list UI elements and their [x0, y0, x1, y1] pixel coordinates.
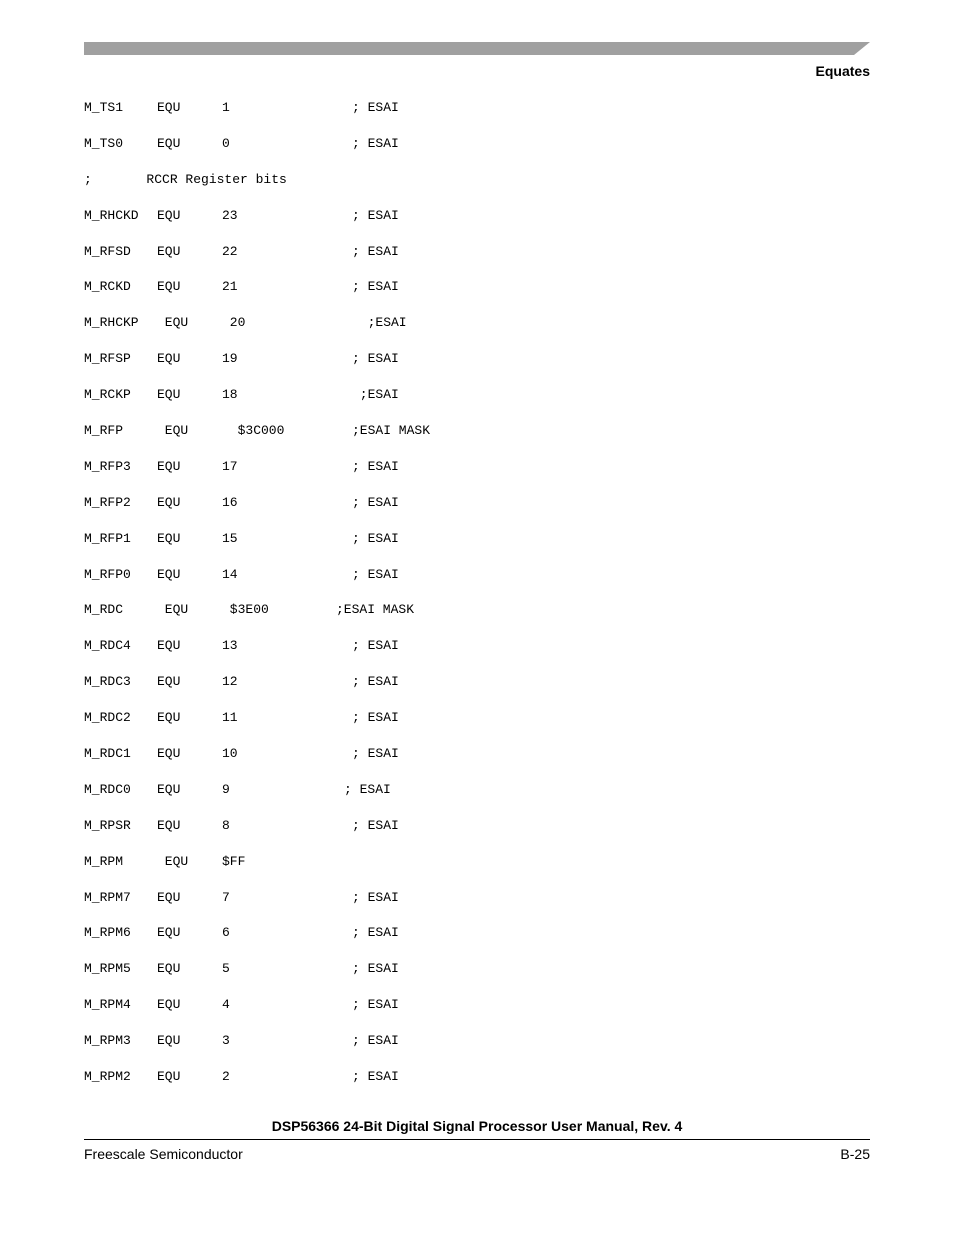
code-value: 0	[222, 135, 230, 151]
code-symbol-name: M_RDC	[84, 602, 124, 618]
code-value: 3	[222, 1033, 230, 1049]
code-directive: EQU	[157, 530, 181, 546]
code-symbol-name: M_RCKD	[84, 279, 131, 295]
code-directive: EQU	[157, 710, 181, 726]
code-line	[84, 817, 784, 853]
header-bar-shape	[84, 42, 870, 55]
code-line	[84, 781, 784, 817]
code-value: 14	[222, 566, 238, 582]
code-symbol-name: M_RPM	[84, 853, 124, 869]
footer-document-title: DSP56366 24-Bit Digital Signal Processor User Manual, Rev. 4	[271, 1118, 683, 1134]
code-directive: EQU	[157, 602, 189, 618]
code-value: $3C000	[222, 423, 285, 439]
code-directive: EQU	[157, 961, 181, 977]
footer-page-number: B-25	[840, 1146, 870, 1162]
code-directive: EQU	[157, 674, 181, 690]
code-comment: ;ESAI MASK	[336, 602, 415, 618]
code-directive: EQU	[157, 566, 181, 582]
code-symbol-name: M_RDC1	[84, 746, 131, 762]
code-value: 7	[222, 889, 230, 905]
code-line	[84, 386, 784, 422]
code-comment: ; ESAI	[352, 243, 399, 259]
code-symbol-name: M_RFP1	[84, 530, 131, 546]
code-value: 9	[222, 781, 230, 797]
code-value: 17	[222, 458, 238, 474]
footer-divider	[84, 1139, 870, 1140]
code-directive: EQU	[157, 853, 189, 869]
code-comment: ; ESAI	[352, 889, 399, 905]
code-value: 23	[222, 207, 238, 223]
code-directive: EQU	[157, 746, 181, 762]
code-comment: ; ESAI	[352, 638, 399, 654]
code-value: 18	[222, 387, 238, 403]
code-comment: ; ESAI	[352, 207, 399, 223]
code-symbol-name: M_RFP3	[84, 458, 131, 474]
code-comment: ; ESAI	[352, 961, 399, 977]
code-directive: EQU	[157, 781, 181, 797]
code-symbol-name: M_RFSD	[84, 243, 131, 259]
code-value: 10	[222, 746, 238, 762]
code-value: $3E00	[222, 602, 269, 618]
code-comment: ; ESAI	[352, 925, 399, 941]
code-line	[84, 278, 784, 314]
code-line	[84, 530, 784, 566]
footer-company: Freescale Semiconductor	[84, 1146, 243, 1162]
code-comment: ; ESAI	[352, 135, 399, 151]
code-comment: ; ESAI	[352, 1033, 399, 1049]
code-symbol-name: M_RFP2	[84, 494, 131, 510]
code-listing	[84, 99, 784, 1104]
code-value: 19	[222, 351, 238, 367]
code-comment: ; ESAI	[352, 279, 399, 295]
code-comment: ; ESAI	[352, 566, 399, 582]
code-line	[84, 135, 784, 171]
code-line	[84, 422, 784, 458]
code-symbol-name: M_RFP0	[84, 566, 131, 582]
code-line	[84, 1068, 784, 1104]
code-line	[84, 637, 784, 673]
code-symbol-name: M_RPM3	[84, 1033, 131, 1049]
code-value: 5	[222, 961, 230, 977]
code-directive: EQU	[157, 387, 181, 403]
code-symbol-name: M_RFSP	[84, 351, 131, 367]
code-comment: ; ESAI	[344, 781, 391, 797]
code-value: 20	[222, 315, 246, 331]
code-line	[84, 314, 784, 350]
code-value: 11	[222, 710, 238, 726]
code-directive: EQU	[157, 1069, 181, 1085]
code-symbol-name: M_RFP	[84, 423, 124, 439]
code-directive: EQU	[157, 207, 181, 223]
code-line	[84, 350, 784, 386]
code-value: 6	[222, 925, 230, 941]
code-symbol-name: M_RCKP	[84, 387, 131, 403]
code-symbol-name: M_RPM7	[84, 889, 131, 905]
code-symbol-name: M_TS0	[84, 135, 124, 151]
code-line	[84, 458, 784, 494]
code-comment: ; ESAI	[352, 997, 399, 1013]
code-value: 22	[222, 243, 238, 259]
code-symbol-name: M_RHCKD	[84, 207, 139, 223]
code-comment: ; ESAI	[352, 494, 399, 510]
code-line	[84, 889, 784, 925]
code-value: 8	[222, 817, 230, 833]
code-comment: ;ESAI MASK	[352, 423, 431, 439]
code-value: $FF	[222, 853, 246, 869]
code-directive: EQU	[157, 1033, 181, 1049]
code-symbol-name: M_RPM4	[84, 997, 131, 1013]
code-line	[84, 207, 784, 243]
code-line	[84, 673, 784, 709]
code-value: 4	[222, 997, 230, 1013]
code-comment: ; ESAI	[352, 710, 399, 726]
code-comment-heading: ; RCCR Register bits	[84, 171, 287, 187]
code-line	[84, 996, 784, 1032]
code-directive: EQU	[157, 100, 181, 115]
code-comment: ;ESAI	[352, 387, 399, 403]
code-symbol-name: M_RPM5	[84, 961, 131, 977]
code-line	[84, 601, 784, 637]
code-line	[84, 1032, 784, 1068]
code-comment: ;ESAI	[352, 315, 407, 331]
code-directive: EQU	[157, 494, 181, 510]
code-comment: ; ESAI	[352, 817, 399, 833]
code-symbol-name: M_RPM6	[84, 925, 131, 941]
code-directive: EQU	[157, 135, 181, 151]
code-directive: EQU	[157, 817, 181, 833]
code-directive: EQU	[157, 638, 181, 654]
code-symbol-name: M_RDC3	[84, 674, 131, 690]
code-value: 16	[222, 494, 238, 510]
code-symbol-name: M_RPSR	[84, 817, 131, 833]
code-symbol-name: M_RDC0	[84, 781, 131, 797]
code-directive: EQU	[157, 458, 181, 474]
code-comment: ; ESAI	[352, 100, 399, 115]
code-value: 2	[222, 1069, 230, 1085]
code-symbol-name: M_RDC2	[84, 710, 131, 726]
code-comment: ; ESAI	[352, 458, 399, 474]
code-directive: EQU	[157, 925, 181, 941]
code-line	[84, 243, 784, 279]
code-value: 13	[222, 638, 238, 654]
code-directive: EQU	[157, 279, 181, 295]
code-directive: EQU	[157, 315, 189, 331]
code-symbol-name: M_RHCKP	[84, 315, 139, 331]
code-directive: EQU	[157, 997, 181, 1013]
section-title: Equates	[815, 63, 870, 79]
code-line	[84, 709, 784, 745]
code-directive: EQU	[157, 889, 181, 905]
code-line	[84, 924, 784, 960]
code-directive: EQU	[157, 423, 189, 439]
code-line	[84, 745, 784, 781]
code-comment: ; ESAI	[352, 674, 399, 690]
header-bar	[84, 42, 870, 55]
code-value: 21	[222, 279, 238, 295]
code-comment: ; ESAI	[352, 530, 399, 546]
code-value: 15	[222, 530, 238, 546]
code-line	[84, 494, 784, 530]
code-comment: ; ESAI	[352, 1069, 399, 1085]
code-symbol-name: M_TS1	[84, 100, 124, 115]
code-symbol-name: M_RPM2	[84, 1069, 131, 1085]
code-value: 1	[222, 100, 230, 115]
code-directive: EQU	[157, 351, 181, 367]
code-comment: ; ESAI	[352, 351, 399, 367]
code-comment: ; ESAI	[352, 746, 399, 762]
code-line	[84, 853, 784, 889]
code-directive: EQU	[157, 243, 181, 259]
code-line	[84, 960, 784, 996]
code-line	[84, 171, 784, 207]
code-line	[84, 566, 784, 602]
code-line	[84, 99, 784, 135]
code-symbol-name: M_RDC4	[84, 638, 131, 654]
code-value: 12	[222, 674, 238, 690]
